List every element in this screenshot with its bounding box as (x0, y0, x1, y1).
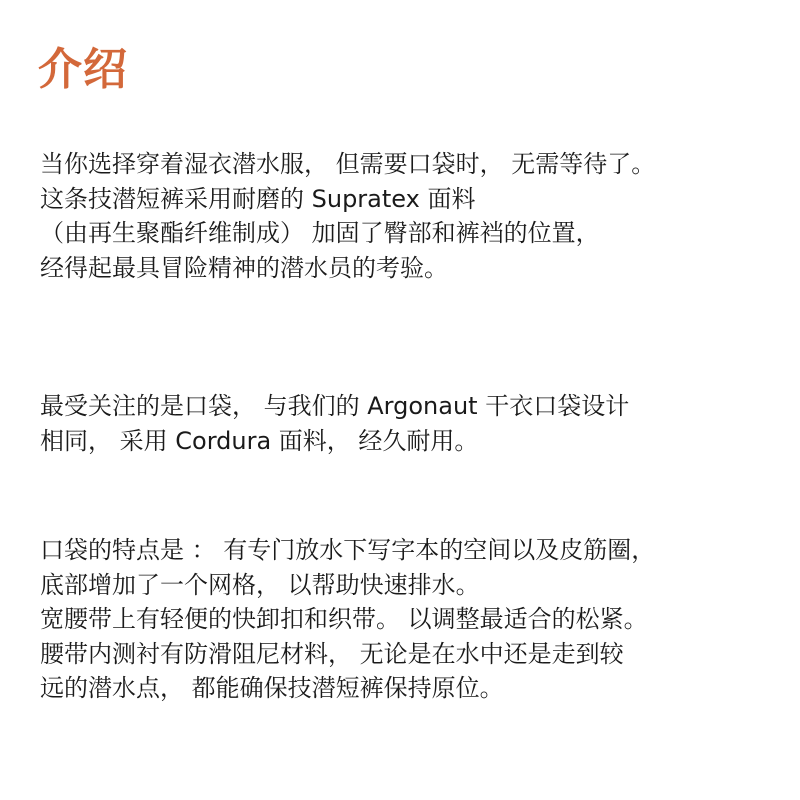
section-title: 介绍 (38, 44, 128, 95)
paragraph-line: 相同， 采用 Cordura 面料， 经久耐用。 (40, 426, 479, 455)
paragraph-line: （由再生聚酯纤维制成） 加固了臀部和裤裆的位置， (40, 219, 600, 247)
paragraph-line: 经得起最具冒险精神的潜水员的考验。 (40, 253, 448, 282)
paragraph-line: 当你选择穿着湿衣潜水服， 但需要口袋时， 无需等待了。 (40, 150, 656, 178)
paragraph-line: 最受关注的是口袋， 与我们的 Argonaut 干衣口袋设计 (40, 392, 630, 420)
intro-paragraph-3 (40, 533, 790, 706)
paragraph-line: 口袋的特点是 ： 有专门放水下写字本的空间以及皮筋圈， (40, 536, 656, 564)
paragraph-line: 宽腰带上有轻便的快卸扣和织带。 以调整最适合的松紧。 (40, 605, 648, 633)
paragraph-line: 这条技潜短裤采用耐磨的 Supratex 面料 (40, 184, 476, 213)
intro-paragraph-2 (40, 389, 790, 458)
paragraph-line: 腰带内测衬有防滑阻尼材料， 无论是在水中还是走到较 (40, 639, 624, 668)
paragraph-line: 远的潜水点， 都能确保技潜短裤保持原位。 (40, 674, 504, 702)
paragraph-line: 底部增加了一个网格， 以帮助快速排水。 (40, 570, 480, 599)
intro-paragraph-1 (40, 147, 790, 285)
